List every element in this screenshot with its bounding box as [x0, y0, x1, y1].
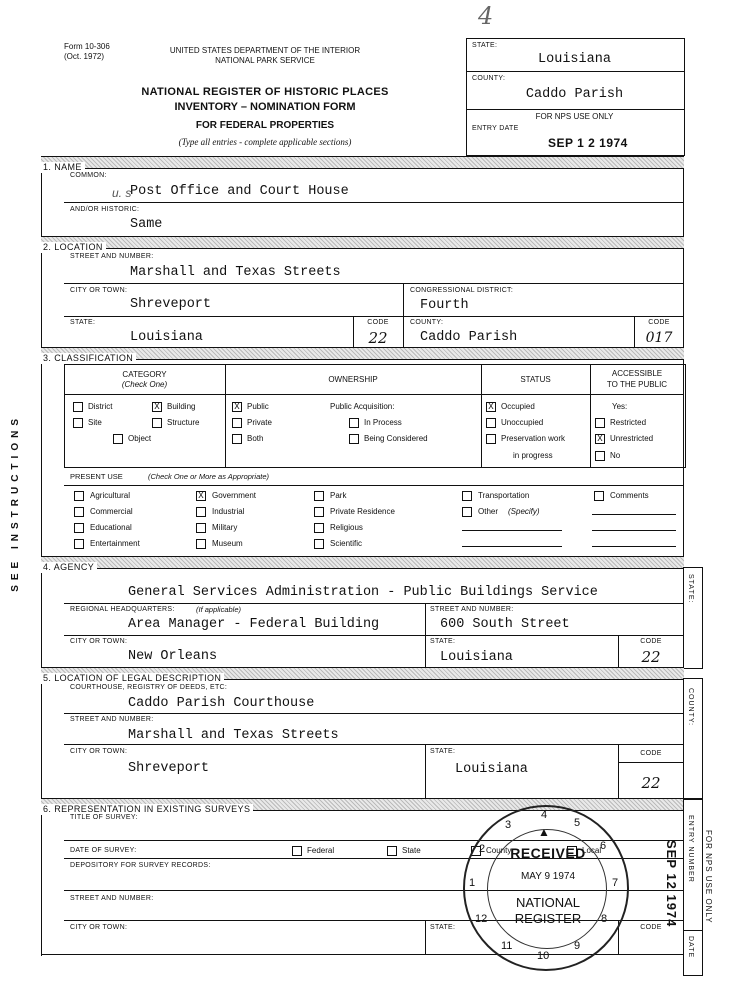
instructions: (Type all entries - complete applicable sections) [178, 137, 352, 147]
agency-code: 22 [641, 648, 661, 666]
category-district-label: District [88, 402, 113, 411]
historic-label: AND/OR HISTORIC: [70, 206, 140, 213]
use-commercial-checkbox[interactable] [74, 507, 84, 517]
survey-federal-label: Federal [307, 846, 335, 855]
section-legal-header: 5. LOCATION OF LEGAL DESCRIPTION [41, 667, 684, 680]
ownership-private-label: Private [247, 418, 272, 427]
form-number: Form 10-306 [64, 42, 110, 51]
category-site-label: Site [88, 418, 102, 427]
see-instructions: SEE INSTRUCTIONS [10, 414, 21, 592]
use-agricultural-label: Agricultural [90, 491, 131, 500]
department: UNITED STATES DEPARTMENT OF THE INTERIOR [169, 46, 361, 55]
acquisition-in-process-label: In Process [364, 418, 402, 427]
use-educational-checkbox[interactable] [74, 523, 84, 533]
state-label: STATE: [70, 319, 96, 326]
agency-city-label: CITY OR TOWN: [70, 638, 128, 645]
use-museum-label: Museum [212, 539, 243, 548]
category-district-checkbox[interactable] [73, 402, 83, 412]
comments-blank-line-3 [592, 546, 676, 547]
stamp-ring-7: 7 [612, 877, 619, 889]
agency-state-margin-label: STATE: [687, 574, 694, 604]
city: Shreveport [130, 297, 212, 312]
stamp-ring-8: 8 [601, 913, 608, 925]
margin-handwritten-date: SEP 12 1974 [664, 840, 679, 928]
status-occupied-label: Occupied [501, 402, 535, 411]
accessible-yes-label: Yes: [612, 402, 628, 411]
category-object-label: Object [128, 434, 152, 443]
category-site-checkbox[interactable] [73, 418, 83, 428]
stamp-star-icon: ▲ [538, 825, 550, 839]
nps-county-label: COUNTY: [472, 75, 506, 82]
service: NATIONAL PARK SERVICE [215, 56, 315, 65]
ownership-private-checkbox[interactable] [232, 418, 242, 428]
status-preservation-label: Preservation work [501, 434, 566, 443]
ownership-public-label: Public [247, 402, 269, 411]
use-commercial-label: Commercial [90, 507, 133, 516]
stamp-ring-1: 1 [469, 877, 476, 889]
stamp-ring-12: 12 [475, 913, 488, 925]
stamp-ring-3: 3 [505, 819, 512, 831]
accessible-no-label: No [610, 451, 621, 460]
ownership-header: OWNERSHIP [328, 375, 378, 384]
category-header: CATEGORY [122, 370, 167, 379]
use-scientific-label: Scientific [330, 539, 363, 548]
section-surveys-header: 6. REPRESENTATION IN EXISTING SURVEYS [41, 798, 684, 811]
acquisition-label: Public Acquisition: [330, 402, 395, 411]
stamp-ring-10: 10 [537, 950, 550, 962]
survey-county-label: County [486, 846, 512, 855]
category-object-checkbox[interactable] [113, 434, 123, 444]
use-other-label: Other [478, 507, 499, 516]
acquisition-in-process-checkbox[interactable] [349, 418, 359, 428]
use-museum-checkbox[interactable] [196, 539, 206, 549]
agency-state: Louisiana [440, 650, 513, 665]
use-military-label: Military [212, 523, 238, 532]
agency-street-label: STREET AND NUMBER: [430, 606, 514, 613]
use-park-checkbox[interactable] [314, 491, 324, 501]
agency-name: General Services Administration - Public Buildings Service [128, 585, 598, 600]
entry-date-label: ENTRY DATE [472, 125, 519, 132]
nps-county: Caddo Parish [525, 87, 624, 102]
entry-date: SEP 1 2 1974 [548, 136, 628, 150]
use-park-label: Park [330, 491, 347, 500]
stamp-register: REGISTER [514, 911, 582, 926]
received-stamp [463, 805, 629, 971]
stamp-received: RECEIVED [510, 845, 586, 861]
depository-label: DEPOSITORY FOR SURVEY RECORDS: [70, 862, 211, 869]
stamp-date: MAY 9 1974 [520, 871, 576, 882]
survey-federal-checkbox[interactable] [292, 846, 302, 856]
accessible-unrestricted-label: Unrestricted [610, 434, 654, 443]
district-label: CONGRESSIONAL DISTRICT: [410, 287, 514, 294]
category-sub: (Check One) [121, 380, 168, 389]
survey-state-label: State [402, 846, 421, 855]
survey-state-checkbox[interactable] [387, 846, 397, 856]
other-blank-line [462, 530, 562, 531]
form-subtitle: INVENTORY – NOMINATION FORM [174, 101, 356, 113]
category-structure-checkbox[interactable] [152, 418, 162, 428]
other-blank-line-2 [462, 546, 562, 547]
legal-code-label: CODE [640, 750, 662, 757]
survey-local-label: Local [582, 846, 602, 855]
category-building-checkbox[interactable]: X [152, 402, 162, 412]
district: Fourth [420, 298, 469, 313]
present-use-label: PRESENT USE [70, 472, 123, 481]
hq-hint: (If applicable) [196, 605, 242, 614]
use-private-residence-checkbox[interactable] [314, 507, 324, 517]
county-code-label: CODE [648, 319, 670, 326]
use-government-label: Government [212, 491, 257, 500]
street: Marshall and Texas Streets [130, 265, 341, 280]
county-label: COUNTY: [410, 319, 444, 326]
survey-date-label: DATE OF SURVEY: [70, 847, 137, 854]
use-religious-label: Religious [330, 523, 363, 532]
county-code: 017 [645, 330, 673, 346]
accessible-unrestricted-checkbox[interactable]: X [595, 434, 605, 444]
accessible-restricted-checkbox[interactable] [595, 418, 605, 428]
county-margin-label: COUNTY: [687, 688, 694, 727]
stamp-ring-6: 6 [600, 840, 607, 852]
nps-use-only: FOR NPS USE ONLY [535, 112, 614, 121]
legal-city: Shreveport [128, 761, 210, 776]
legal-street: Marshall and Texas Streets [128, 728, 339, 743]
nps-use-margin-label: FOR NPS USE ONLY [704, 830, 713, 924]
survey-state-label: STATE: [430, 924, 456, 931]
use-scientific-checkbox[interactable] [314, 539, 324, 549]
comments-blank-line [592, 514, 676, 515]
stamp-national: NATIONAL [515, 895, 581, 910]
stamp-ring-5: 5 [574, 817, 581, 829]
legal-state: Louisiana [455, 762, 528, 777]
agency-state-label: STATE: [430, 638, 456, 645]
use-comments-label: Comments [610, 491, 649, 500]
accessible-no-checkbox[interactable] [595, 451, 605, 461]
use-industrial-checkbox[interactable] [196, 507, 206, 517]
hq-label: REGIONAL HEADQUARTERS: [70, 606, 175, 613]
acquisition-considered-checkbox[interactable] [349, 434, 359, 444]
common-label: COMMON: [70, 172, 107, 179]
nps-state: Louisiana [538, 52, 611, 67]
stamp-ring-9: 9 [574, 940, 581, 952]
survey-title-label: TITLE OF SURVEY: [70, 814, 138, 821]
courthouse: Caddo Parish Courthouse [128, 696, 315, 711]
hq: Area Manager - Federal Building [128, 617, 380, 632]
use-industrial-label: Industrial [212, 507, 245, 516]
page-mark: 4 [478, 2, 494, 30]
use-government-checkbox[interactable]: X [196, 491, 206, 501]
present-use-hint: (Check One or More as Appropriate) [148, 472, 270, 481]
agency-city: New Orleans [128, 649, 218, 664]
county: Caddo Parish [420, 330, 518, 345]
state-code: 22 [368, 329, 388, 347]
stamp-ring-4: 4 [541, 809, 548, 821]
use-other-checkbox[interactable] [462, 507, 472, 517]
agency-street: 600 South Street [440, 617, 570, 632]
ownership-both-label: Both [247, 434, 264, 443]
status-preservation-cont: in progress [513, 451, 553, 460]
legal-state-label: STATE: [430, 748, 456, 755]
legal-city-label: CITY OR TOWN: [70, 748, 128, 755]
status-unoccupied-label: Unoccupied [501, 418, 544, 427]
historic-name: Same [130, 217, 163, 232]
ownership-public-checkbox[interactable]: X [232, 402, 242, 412]
category-building-label: Building [167, 402, 196, 411]
agency-code-label: CODE [640, 638, 662, 645]
use-religious-checkbox[interactable] [314, 523, 324, 533]
accessible-header-2: TO THE PUBLIC [606, 380, 668, 389]
section-classification-header: 3. CLASSIFICATION [41, 347, 684, 360]
status-occupied-checkbox[interactable]: X [486, 402, 496, 412]
use-other-specify: (Specify) [508, 507, 540, 516]
survey-street-label: STREET AND NUMBER: [70, 895, 154, 902]
section-agency-header: 4. AGENCY [41, 556, 684, 569]
common-name: Post Office and Court House [130, 184, 349, 199]
date-margin-label: DATE [687, 936, 694, 959]
status-header: STATUS [520, 375, 551, 384]
status-preservation-checkbox[interactable] [486, 434, 496, 444]
use-transportation-checkbox[interactable] [462, 491, 472, 501]
survey-code-label: CODE [640, 924, 662, 931]
nps-state-label: STATE: [472, 42, 498, 49]
use-private-residence-label: Private Residence [330, 507, 395, 516]
category-structure-label: Structure [167, 418, 200, 427]
common-handwritten: u. s [112, 186, 132, 200]
use-entertainment-checkbox[interactable] [74, 539, 84, 549]
legal-code: 22 [641, 774, 661, 792]
use-educational-label: Educational [90, 523, 132, 532]
use-comments-checkbox[interactable] [594, 491, 604, 501]
use-agricultural-checkbox[interactable] [74, 491, 84, 501]
stamp-ring-2: 2 [479, 843, 486, 855]
accessible-header-1: ACCESSIBLE [611, 369, 663, 378]
state: Louisiana [130, 330, 203, 345]
state-code-label: CODE [367, 319, 389, 326]
section-name-header: 1. NAME [41, 156, 684, 169]
survey-city-label: CITY OR TOWN: [70, 924, 128, 931]
courthouse-label: COURTHOUSE, REGISTRY OF DEEDS, ETC: [70, 684, 228, 691]
stamp-ring-11: 11 [501, 940, 513, 952]
use-military-checkbox[interactable] [196, 523, 206, 533]
acquisition-considered-label: Being Considered [364, 434, 428, 443]
ownership-both-checkbox[interactable] [232, 434, 242, 444]
form-date: (Oct. 1972) [64, 52, 105, 61]
use-transportation-label: Transportation [478, 491, 530, 500]
section-location-header: 2. LOCATION [41, 236, 684, 249]
city-label: CITY OR TOWN: [70, 287, 128, 294]
entry-number-margin-label: ENTRY NUMBER [687, 815, 694, 883]
form-subtitle-2: FOR FEDERAL PROPERTIES [195, 120, 335, 131]
status-unoccupied-checkbox[interactable] [486, 418, 496, 428]
street-label: STREET AND NUMBER: [70, 253, 154, 260]
accessible-restricted-label: Restricted [610, 418, 647, 427]
legal-street-label: STREET AND NUMBER: [70, 716, 154, 723]
comments-blank-line-2 [592, 530, 676, 531]
form-title: NATIONAL REGISTER OF HISTORIC PLACES [141, 86, 389, 98]
use-entertainment-label: Entertainment [90, 539, 140, 548]
